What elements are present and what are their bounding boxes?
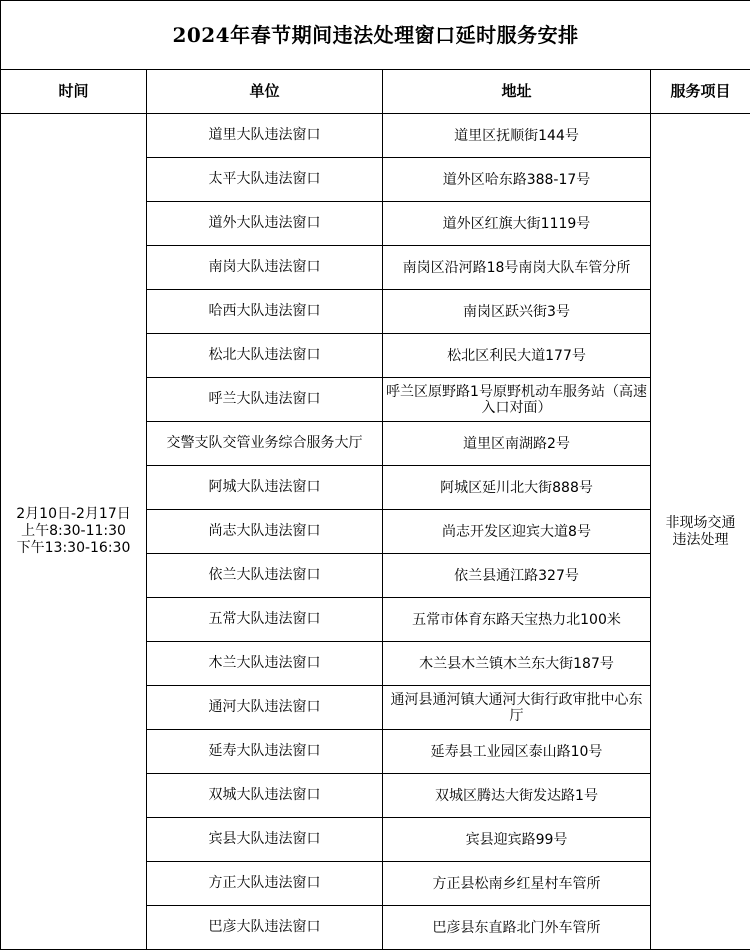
address-cell: 南岗区跃兴街3号 (383, 290, 651, 334)
unit-cell: 太平大队违法窗口 (147, 158, 383, 202)
title-row (1, 1, 750, 70)
address-cell: 道里区抚顺街144号 (383, 114, 651, 158)
address-cell: 双城区腾达大街发达路1号 (383, 774, 651, 818)
address-cell: 道外区哈东路388-17号 (383, 158, 651, 202)
unit-cell: 呼兰大队违法窗口 (147, 378, 383, 422)
unit-cell: 巴彦大队违法窗口 (147, 906, 383, 950)
time-cell (1, 114, 147, 950)
unit-cell: 延寿大队违法窗口 (147, 730, 383, 774)
unit-cell: 宾县大队违法窗口 (147, 818, 383, 862)
time-line: 2月10日-2月17日 (16, 506, 131, 522)
unit-cell: 交警支队交管业务综合服务大厅 (147, 422, 383, 466)
unit-cell: 五常大队违法窗口 (147, 598, 383, 642)
address-cell: 南岗区沿河路18号南岗大队车管分所 (383, 246, 651, 290)
column-header-time: 时间 (1, 70, 147, 114)
address-cell: 通河县通河镇大通河大街行政审批中心东厅 (383, 686, 651, 730)
time-line: 上午8:30-11:30 (21, 523, 126, 539)
unit-cell: 松北大队违法窗口 (147, 334, 383, 378)
address-cell: 木兰县木兰镇木兰东大街187号 (383, 642, 651, 686)
address-cell: 道外区红旗大街1119号 (383, 202, 651, 246)
column-header-address: 地址 (383, 70, 651, 114)
address-cell: 呼兰区原野路1号原野机动车服务站（高速入口对面） (383, 378, 651, 422)
unit-cell: 双城大队违法窗口 (147, 774, 383, 818)
address-cell: 宾县迎宾路99号 (383, 818, 651, 862)
page-title: 2024年春节期间违法处理窗口延时服务安排 (1, 1, 750, 70)
address-cell: 方正县松南乡红星村车管所 (383, 862, 651, 906)
column-header-service: 服务项目 (651, 70, 750, 114)
column-header-unit: 单位 (147, 70, 383, 114)
address-cell: 延寿县工业园区泰山路10号 (383, 730, 651, 774)
unit-cell: 道外大队违法窗口 (147, 202, 383, 246)
address-cell: 阿城区延川北大街888号 (383, 466, 651, 510)
header-row (1, 70, 750, 114)
unit-cell: 哈西大队违法窗口 (147, 290, 383, 334)
unit-cell: 木兰大队违法窗口 (147, 642, 383, 686)
unit-cell: 阿城大队违法窗口 (147, 466, 383, 510)
unit-cell: 道里大队违法窗口 (147, 114, 383, 158)
address-cell: 五常市体育东路天宝热力北100米 (383, 598, 651, 642)
time-line: 下午13:30-16:30 (16, 540, 131, 556)
address-cell: 道里区南湖路2号 (383, 422, 651, 466)
service-line: 非现场交通 (665, 514, 736, 531)
unit-cell: 尚志大队违法窗口 (147, 510, 383, 554)
unit-cell: 通河大队违法窗口 (147, 686, 383, 730)
unit-cell: 依兰大队违法窗口 (147, 554, 383, 598)
address-cell: 依兰县通江路327号 (383, 554, 651, 598)
service-cell (651, 114, 750, 950)
address-cell: 尚志开发区迎宾大道8号 (383, 510, 651, 554)
unit-cell: 南岗大队违法窗口 (147, 246, 383, 290)
table-row (1, 114, 750, 158)
service-line: 违法处理 (672, 531, 729, 548)
unit-cell: 方正大队违法窗口 (147, 862, 383, 906)
address-cell: 松北区利民大道177号 (383, 334, 651, 378)
address-cell: 巴彦县东直路北门外车管所 (383, 906, 651, 950)
